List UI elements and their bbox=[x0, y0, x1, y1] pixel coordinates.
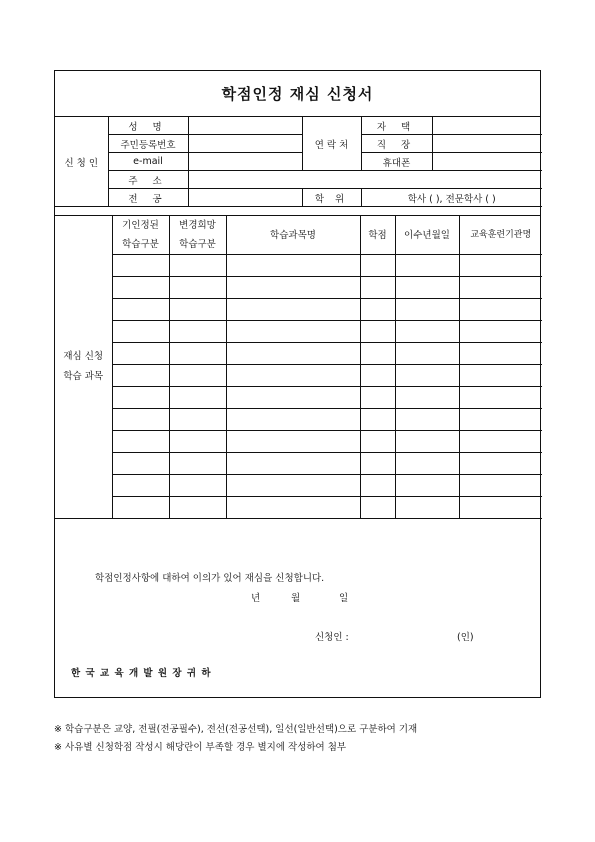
name-label: 성 명 bbox=[108, 117, 188, 135]
date-year-label: 년 bbox=[251, 593, 261, 604]
cell[interactable] bbox=[360, 409, 395, 431]
addressee: 한 국 교 육 개 발 원 장 귀 하 bbox=[71, 668, 212, 679]
cell[interactable] bbox=[459, 343, 542, 365]
cell[interactable] bbox=[395, 277, 459, 299]
cell[interactable] bbox=[395, 475, 459, 497]
cell[interactable] bbox=[459, 277, 542, 299]
cell[interactable] bbox=[169, 387, 226, 409]
email-label: e-mail bbox=[108, 153, 188, 171]
applicant-signature-label: 신청인 : bbox=[315, 632, 349, 643]
cell[interactable] bbox=[112, 299, 169, 321]
cell[interactable] bbox=[169, 409, 226, 431]
cell[interactable] bbox=[226, 409, 360, 431]
cell[interactable] bbox=[226, 497, 360, 519]
cell[interactable] bbox=[112, 387, 169, 409]
table-row bbox=[55, 497, 542, 519]
table-row bbox=[55, 255, 542, 277]
cell[interactable] bbox=[459, 387, 542, 409]
cell[interactable] bbox=[459, 255, 542, 277]
col-header-prior-category: 기인정된 학습구분 bbox=[112, 216, 169, 255]
work-phone-label: 직 장 bbox=[361, 135, 432, 153]
cell[interactable] bbox=[360, 321, 395, 343]
cell[interactable] bbox=[112, 409, 169, 431]
cell[interactable] bbox=[169, 321, 226, 343]
table-row bbox=[55, 365, 542, 387]
applicant-table bbox=[55, 117, 542, 207]
degree-options[interactable]: 학사 ( ), 전문학사 ( ) bbox=[361, 189, 542, 207]
name-field[interactable] bbox=[188, 117, 302, 135]
cell[interactable] bbox=[226, 475, 360, 497]
id-number-field[interactable] bbox=[188, 135, 302, 153]
cell[interactable] bbox=[459, 365, 542, 387]
cell[interactable] bbox=[169, 255, 226, 277]
email-field[interactable] bbox=[188, 153, 302, 171]
date-day-label: 일 bbox=[339, 593, 349, 604]
cell[interactable] bbox=[169, 299, 226, 321]
cell[interactable] bbox=[459, 299, 542, 321]
address-field[interactable] bbox=[188, 171, 542, 189]
gap-row bbox=[55, 207, 540, 216]
col-header-course-name: 학습과목명 bbox=[226, 216, 360, 255]
id-number-label: 주민등록번호 bbox=[108, 135, 188, 153]
cell[interactable] bbox=[226, 343, 360, 365]
table-row bbox=[55, 453, 542, 475]
cell[interactable] bbox=[395, 299, 459, 321]
table-row bbox=[55, 299, 542, 321]
home-phone-field[interactable] bbox=[432, 117, 542, 135]
footnote: ※ 사유별 신청학점 작성시 해당란이 부족할 경우 별지에 작성하여 첨부 bbox=[54, 742, 347, 753]
cell[interactable] bbox=[226, 255, 360, 277]
cell[interactable] bbox=[360, 475, 395, 497]
cell[interactable] bbox=[226, 299, 360, 321]
col-header-institution: 교육훈련기관명 bbox=[459, 216, 542, 255]
footnotes bbox=[54, 721, 417, 757]
cell[interactable] bbox=[395, 343, 459, 365]
courses-section-label: 재심 신청 학습 과목 bbox=[55, 216, 112, 519]
table-row bbox=[55, 387, 542, 409]
degree-label: 학 위 bbox=[302, 189, 361, 207]
footnote: ※ 학습구분은 교양, 전필(전공필수), 전선(전공선택), 일선(일반선택)으로 구분하여 기재 bbox=[54, 724, 418, 735]
cell[interactable] bbox=[459, 431, 542, 453]
cell[interactable] bbox=[169, 431, 226, 453]
courses-table bbox=[55, 216, 542, 519]
cell[interactable] bbox=[395, 387, 459, 409]
date-month-label: 월 bbox=[291, 593, 301, 604]
table-row bbox=[55, 409, 542, 431]
cell[interactable] bbox=[459, 475, 542, 497]
cell[interactable] bbox=[360, 431, 395, 453]
application-form bbox=[54, 70, 541, 698]
cell[interactable] bbox=[226, 431, 360, 453]
cell[interactable] bbox=[459, 497, 542, 519]
cell[interactable] bbox=[112, 431, 169, 453]
cell[interactable] bbox=[459, 453, 542, 475]
major-label: 전 공 bbox=[108, 189, 188, 207]
cell[interactable] bbox=[395, 497, 459, 519]
cell[interactable] bbox=[112, 475, 169, 497]
cell[interactable] bbox=[360, 497, 395, 519]
cell[interactable] bbox=[360, 299, 395, 321]
cell[interactable] bbox=[360, 343, 395, 365]
cell[interactable] bbox=[169, 475, 226, 497]
cell[interactable] bbox=[112, 255, 169, 277]
mobile-label: 휴대폰 bbox=[361, 153, 432, 171]
address-label: 주 소 bbox=[108, 171, 188, 189]
contact-label: 연 락 처 bbox=[302, 117, 361, 171]
cell[interactable] bbox=[112, 497, 169, 519]
mobile-field[interactable] bbox=[432, 153, 542, 171]
table-row bbox=[55, 431, 542, 453]
cell[interactable] bbox=[360, 387, 395, 409]
cell[interactable] bbox=[112, 321, 169, 343]
cell[interactable] bbox=[395, 409, 459, 431]
col-header-credits: 학점 bbox=[360, 216, 395, 255]
col-header-requested-category: 변경희망 학습구분 bbox=[169, 216, 226, 255]
table-row bbox=[55, 475, 542, 497]
cell[interactable] bbox=[360, 277, 395, 299]
cell[interactable] bbox=[360, 365, 395, 387]
cell[interactable] bbox=[395, 431, 459, 453]
cell[interactable] bbox=[112, 365, 169, 387]
cell[interactable] bbox=[226, 365, 360, 387]
cell[interactable] bbox=[226, 277, 360, 299]
cell[interactable] bbox=[226, 387, 360, 409]
table-row bbox=[55, 277, 542, 299]
cell[interactable] bbox=[169, 453, 226, 475]
cell[interactable] bbox=[395, 255, 459, 277]
applicant-section-label: 신 청 인 bbox=[55, 117, 108, 207]
cell[interactable] bbox=[226, 453, 360, 475]
seal-mark: (인) bbox=[457, 632, 474, 643]
cell[interactable] bbox=[112, 277, 169, 299]
work-phone-field[interactable] bbox=[432, 135, 542, 153]
cell[interactable] bbox=[395, 453, 459, 475]
cell[interactable] bbox=[112, 343, 169, 365]
cell[interactable] bbox=[226, 321, 360, 343]
cell[interactable] bbox=[360, 453, 395, 475]
home-phone-label: 자 택 bbox=[361, 117, 432, 135]
cell[interactable] bbox=[395, 321, 459, 343]
cell[interactable] bbox=[169, 497, 226, 519]
cell[interactable] bbox=[169, 277, 226, 299]
cell[interactable] bbox=[395, 365, 459, 387]
form-title: 학점인정 재심 신청서 bbox=[55, 71, 540, 117]
cell[interactable] bbox=[169, 365, 226, 387]
declaration-statement: 학점인정사항에 대하여 이의가 있어 재심을 신청합니다. bbox=[95, 573, 325, 584]
col-header-completion-date: 이수년월일 bbox=[395, 216, 459, 255]
table-row bbox=[55, 321, 542, 343]
section-gap bbox=[55, 207, 540, 216]
cell[interactable] bbox=[459, 321, 542, 343]
cell[interactable] bbox=[360, 255, 395, 277]
cell[interactable] bbox=[112, 453, 169, 475]
cell[interactable] bbox=[169, 343, 226, 365]
cell[interactable] bbox=[459, 409, 542, 431]
declaration-section bbox=[55, 545, 540, 695]
major-field[interactable] bbox=[188, 189, 302, 207]
table-row bbox=[55, 343, 542, 365]
